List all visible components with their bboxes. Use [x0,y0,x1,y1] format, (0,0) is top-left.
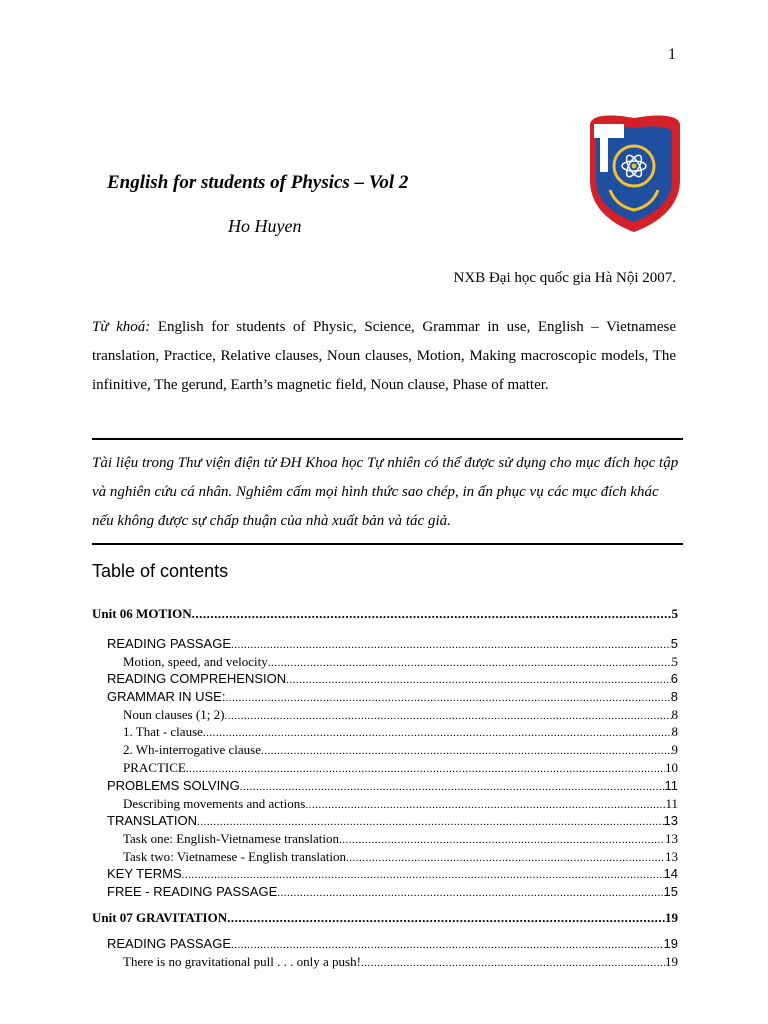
toc-entry-label: Motion, speed, and velocity [123,654,268,669]
toc-entry-label: 1. That - clause [123,724,203,739]
toc-entry-page: 19 [665,954,678,969]
divider-bottom [92,543,683,545]
toc-leader-dots [240,781,665,793]
toc-entry[interactable] [107,866,678,881]
toc-entry-label: 2. Wh-interrogative clause [123,742,262,757]
toc-entry-label: PRACTICE [123,760,186,775]
toc-entry-page: 11 [664,778,678,793]
keywords-label: Từ khoá: [92,319,151,335]
toc-entry[interactable] [107,636,678,651]
toc-entry-page: 15 [663,884,678,899]
toc-entry-page: 19 [665,910,678,925]
toc-leader-dots [182,869,664,881]
toc-entry-label: Describing movements and actions [123,796,306,811]
keywords-paragraph [92,313,676,400]
toc-entry[interactable] [123,654,678,670]
toc-leader-dots [227,910,665,926]
toc-entry-label: READING PASSAGE [107,936,232,951]
toc-entry-label: TRANSLATION [107,813,198,828]
toc-leader-dots [225,692,670,704]
toc-entry-page: 13 [665,831,678,846]
toc-entry-page: 5 [671,654,678,669]
toc-entry[interactable] [123,760,678,776]
toc-entry-page: 14 [663,866,678,881]
toc-entry[interactable] [92,910,678,926]
toc-entry-label: Noun clauses (1; 2) [123,707,225,722]
toc-entry-page: 11 [665,796,678,811]
toc-entry[interactable] [92,606,678,622]
toc-leader-dots [203,727,672,739]
toc-entry-page: 19 [663,936,678,951]
toc-leader-dots [268,657,672,669]
toc-entry[interactable] [123,742,678,758]
toc-entry-label: Task one: English-Vietnamese translation [123,831,340,846]
toc-entry-label: READING PASSAGE [107,636,232,651]
toc-leader-dots [231,639,671,651]
toc-leader-dots [346,852,665,864]
toc-entry[interactable] [107,778,678,793]
divider-top [92,438,683,440]
toc-entry-label: Unit 06 MOTION [92,606,192,621]
toc-entry-label: FREE - READING PASSAGE [107,884,278,899]
page-number: 1 [668,46,676,63]
toc-entry-page: 8 [671,707,678,722]
toc-leader-dots [361,957,665,969]
author-name: Ho Huyen [228,216,302,236]
toc-heading: Table of contents [92,561,229,581]
university-logo [586,110,682,234]
toc-leader-dots [224,710,671,722]
toc-entry-page: 9 [671,742,678,757]
toc-entry[interactable] [123,724,678,740]
toc-entry[interactable] [107,936,678,951]
toc-leader-dots [305,799,665,811]
toc-leader-dots [192,606,672,622]
toc-entry-page: 6 [670,671,678,686]
toc-entry-page: 10 [665,760,678,775]
toc-leader-dots [186,763,665,775]
toc-leader-dots [231,939,664,951]
toc-entry[interactable] [123,707,678,723]
toc-entry-page: 8 [671,724,678,739]
publisher-line: NXB Đại học quốc gia Hà Nội 2007. [453,270,676,286]
toc-entry[interactable] [123,849,678,865]
toc-entry-page: 5 [671,606,678,621]
toc-entry[interactable] [107,813,678,828]
toc-entry-label: PROBLEMS SOLVING [107,778,240,793]
toc-entry-label: Unit 07 GRAVITATION [92,910,228,925]
toc-leader-dots [339,834,665,846]
toc-leader-dots [197,816,663,828]
toc-entry-label: Task two: Vietnamese - English translation [123,849,346,864]
toc-entry-page: 13 [665,849,678,864]
toc-entry[interactable] [107,689,678,704]
keywords-text: English for students of Physic, Science, Grammar in use, English – Vietnamese translation, Practice, Relative clauses, Noun clauses, Motion, Making macroscopic models, The infinitive, The gerund, Earth’s magnetic field, Noun clause, Phase of matter. [92,319,676,393]
toc-entry[interactable] [123,954,678,970]
toc-entry[interactable] [123,831,678,847]
toc-entry-label: GRAMMAR IN USE: [107,689,226,704]
toc-entry-label: There is no gravitational pull . . . only a push! [123,954,361,969]
toc-entry-page: 8 [670,689,678,704]
toc-leader-dots [261,745,671,757]
toc-entry-page: 5 [670,636,678,651]
toc-leader-dots [277,887,663,899]
toc-entry-page: 13 [663,813,678,828]
toc-entry[interactable] [107,884,678,899]
toc-entry-label: KEY TERMS [107,866,182,881]
usage-notice: Tài liệu trong Thư viện điện tử ĐH Khoa học Tự nhiên có thể được sử dụng cho mục đích học tập và nghiên cứu cá nhân. Nghiêm cấm mọi hình thức sao chép, in ấn phục vụ các mục đích khác nếu không được sự chấp thuận của nhà xuất bản và tác giả. [92,455,679,529]
document-title: English for students of Physics – Vol 2 [107,172,409,193]
toc-entry[interactable] [107,671,678,686]
toc-leader-dots [286,674,671,686]
toc-entry-label: READING COMPREHENSION [107,671,287,686]
toc-entry[interactable] [123,796,678,812]
